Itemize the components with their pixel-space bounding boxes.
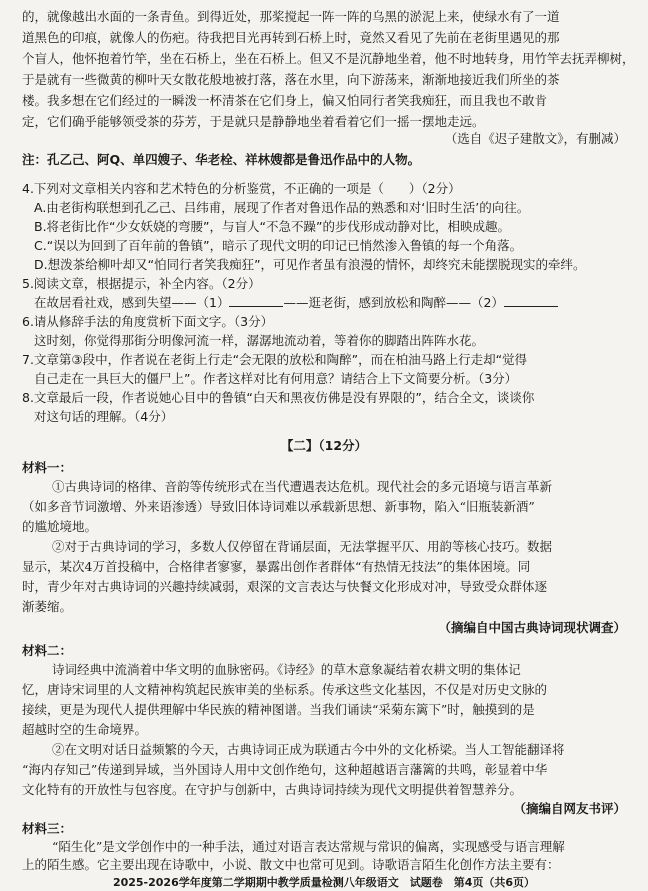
question-4-option-a: A.由老街构联想到孔乙己、吕纬甫，展现了作者对鲁迅作品的熟悉和对‘旧时生活’的向往。 [34,200,530,215]
material-3-title: 材料三： [22,821,73,836]
material-1-title: 材料一： [22,460,73,475]
passage-line: 个盲人，他怀抱着竹竿，坐在石桥上，坐在石桥上。但又不是沉静地坐着，他不时地转身，用竹竿去抚弄柳树， [22,51,635,66]
material-1-line: 显示，某次4万首投稿中，合格律者寥寥，暴露出创作者群体“有热情无技法”的集体困境。同 [22,559,531,574]
passage-line: 于是就有一些微黄的柳叶天女散花般地被打落，落在水里，向下游荡来，渐渐地接近我们所坐的茶 [22,72,560,87]
question-6-quote: 这时刻，你觉得那街分明像河流一样，潺潺地流动着，等着你的脚踏出阵阵水花。 [34,333,485,348]
question-6-stem: 6.请从修辞手法的角度赏析下面文字。（3分） [22,314,274,329]
material-1-line: 渐萎缩。 [22,599,73,614]
passage-line: 楼。我多想在它们经过的一瞬泼一杯清茶在它们身上，偏又怕同行者笑我痴狂，而且我也不敢肯 [22,93,548,108]
material-3-line: “陌生化”是文学创作中的一种手法，通过对语言表达常规与常识的偏离，实现感受与语言理解 [52,839,565,854]
material-1-line: ②对于古典诗词的学习，多数人仅停留在背诵层面，无法掌握平仄、用韵等核心技巧。数据 [52,539,553,554]
question-4-option-b: B.将老街比作“少女妖娆的弯腰”，与盲人“不急不躁”的步伐形成动静对比，相映成趣。 [34,219,510,234]
question-8-line: 8.文章最后一段，作者说她心目中的鲁镇“白天和黑夜仿佛是没有界限的”，结合全文，谈谈你 [22,390,535,405]
answer-blank-1[interactable] [229,294,283,307]
passage-source: （选自《迟子建散文》，有删减） [444,131,626,146]
page-footer: 2025-2026学年度第二学期期中教学质量检测八年级语文 试题卷 第4页（共6页） [112,876,536,889]
question-4-option-c: C.“误以为回到了百年前的鲁镇”，暗示了现代文明的印记已悄然渗入鲁镇的每一个角落。 [34,238,523,253]
question-4-stem: 4.下列对文章相关内容和艺术特色的分析鉴赏，不正确的一项是（ ）（2分） [22,181,461,196]
material-2-line: 忆，唐诗宋词里的人文精神构筑起民族审美的坐标系。传承这些文化基因，不仅是对历史文脉的 [22,682,548,697]
passage-line: 的，就像越出水面的一条青鱼。到得近处，那桨搅起一阵一阵的乌黑的淤泥上来，使绿水有了一道 [22,9,560,24]
material-1-source: （摘编自中国古典诗词现状调查） [438,620,626,635]
material-1-line: （如多音节词激增、外来语渗透）导致旧体诗词难以承载新思想、新事物，陷入“旧瓶装新酒” [22,499,535,514]
material-1-line: ①古典诗词的格律、音韵等传统形式在当代遭遇表达危机。现代社会的多元语境与语言革新 [52,479,553,494]
material-2-title: 材料二： [22,643,73,658]
material-2-line: 文化特有的开放性与包容度。在守护与创新中，古典诗词持续为现代文明提供着智慧养分。 [22,782,523,797]
question-5-stem: 5.阅读文章，根据提示，补全内容。（2分） [22,276,261,291]
material-2-line: 接续，更是为现代人提供理解中华民族的精神图谱。当我们诵读“采菊东篱下”时，触摸到的是 [22,702,535,717]
section-2-heading: 【二】（12分） [280,438,368,453]
question-8-line: 对这句话的理解。（4分） [34,409,174,424]
answer-blank-2[interactable] [504,294,558,307]
material-2-source: （摘编自网友书评） [513,801,626,816]
material-2-line: 诗词经典中流淌着中华文明的血脉密码。《诗经》的草木意象凝结着农耕文明的集体记 [52,662,521,677]
material-2-line: 超越时空的生命境界。 [22,722,148,737]
material-1-line: 的尴尬境地。 [22,519,98,534]
material-3-line: 上的陌生感。它主要出现在诗歌中，小说、散文中也常可见到。诗歌语言陌生化创作方法主要有： [22,857,560,872]
question-4-option-d: D.想泼茶给柳叶却又“怕同行者笑我痴狂”，可见作者虽有浪漫的情怀，却终究未能摆脱现实的牵绊。 [34,257,586,272]
question-7-line: 7.文章第③段中，作者说在老街上行走“会无限的放松和陶醉”，而在柏油马路上行走却“觉得 [22,352,528,367]
material-1-line: 时，青少年对古典诗词的兴趣持续减弱，艰深的文言表达与快餐文化形成对冲，导致受众群体逐 [22,579,548,594]
question-5-part-2: ——逛老街，感到放松和陶醉——（2） [283,295,504,310]
question-5-prompt [34,294,558,312]
passage-line: 定，它们确乎能够领受茶的芬芳，于是就只是静静地坐着看着它们一摇一摆地走远。 [22,114,485,129]
passage-line: 道黑色的印痕，就像人的伤疤。待我把目光再转到石桥上时，竟然又看见了先前在老街里遇见的那 [22,30,560,45]
question-5-part-1: 在故居看社戏，感到失望——（1） [34,295,230,310]
material-2-line: ②在文明对话日益频繁的今天，古典诗词正成为联通古今中外的文化桥梁。当人工智能翻译将 [52,742,565,757]
material-2-line: “海内存知己”传递到异域，当外国诗人用中文创作绝句，这种超越语言藩篱的共鸣，彰显着中华 [22,762,548,777]
question-7-line: 自己走在一具巨大的僵尸上”。作者这样对比有何用意？请结合上下文简要分析。（3分） [34,371,518,386]
character-note: 注：孔乙己、阿Q、单四嫂子、华老栓、祥林嫂都是鲁迅作品中的人物。 [22,152,421,167]
